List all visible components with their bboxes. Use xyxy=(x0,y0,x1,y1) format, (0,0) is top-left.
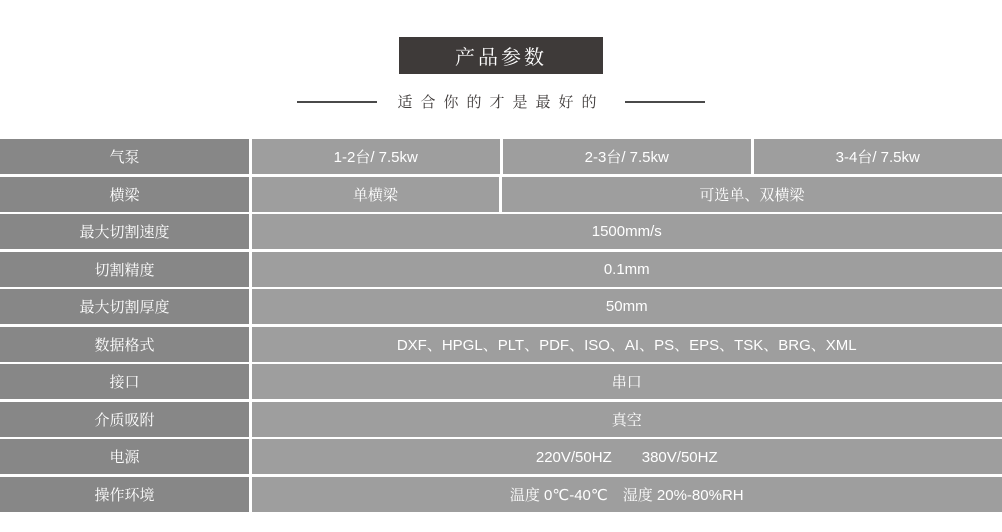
table-row-max-cutting-speed xyxy=(0,214,1002,249)
row-value: 串口 xyxy=(252,364,1002,399)
row-label: 切割精度 xyxy=(0,252,249,287)
row-value: 1500mm/s xyxy=(252,214,1002,249)
row-label: 数据格式 xyxy=(0,327,249,362)
table-row-air-pump xyxy=(0,139,1002,174)
row-value: 220V/50HZ 380V/50HZ xyxy=(252,439,1002,474)
row-label: 最大切割厚度 xyxy=(0,289,249,324)
table-row-operating-environment xyxy=(0,477,1002,512)
row-label: 气泵 xyxy=(0,139,249,174)
row-value: 3-4台/ 7.5kw xyxy=(754,139,1002,174)
table-row-power-supply xyxy=(0,439,1002,474)
row-label: 横梁 xyxy=(0,177,249,212)
section-title: 产品参数 xyxy=(455,47,547,69)
row-value: 1-2台/ 7.5kw xyxy=(252,139,501,174)
row-label: 操作环境 xyxy=(0,477,249,512)
subtitle-left-divider xyxy=(297,101,377,103)
row-value: 真空 xyxy=(252,402,1002,437)
table-row-interface xyxy=(0,364,1002,399)
section-subtitle: 适合你的才是最好的 xyxy=(397,94,605,111)
section-subtitle-row xyxy=(0,91,1002,112)
row-value: 50mm xyxy=(252,289,1002,324)
table-row-max-cutting-thickness xyxy=(0,289,1002,324)
table-row-data-format xyxy=(0,327,1002,362)
row-value: 单横梁 xyxy=(252,177,500,212)
spec-table xyxy=(0,139,1002,512)
row-label: 接口 xyxy=(0,364,249,399)
row-value: 可选单、双横梁 xyxy=(502,177,1002,212)
table-row-beam xyxy=(0,177,1002,212)
table-row-media-adsorption xyxy=(0,402,1002,437)
table-row-cutting-precision xyxy=(0,252,1002,287)
row-label: 电源 xyxy=(0,439,249,474)
row-value: DXF、HPGL、PLT、PDF、ISO、AI、PS、EPS、TSK、BRG、XML xyxy=(252,327,1002,362)
row-value: 0.1mm xyxy=(252,252,1002,287)
section-title-box xyxy=(399,37,603,74)
subtitle-right-divider xyxy=(625,101,705,103)
row-label: 最大切割速度 xyxy=(0,214,249,249)
row-value: 温度 0℃-40℃ 湿度 20%-80%RH xyxy=(252,477,1002,512)
row-value: 2-3台/ 7.5kw xyxy=(503,139,752,174)
row-label: 介质吸附 xyxy=(0,402,249,437)
